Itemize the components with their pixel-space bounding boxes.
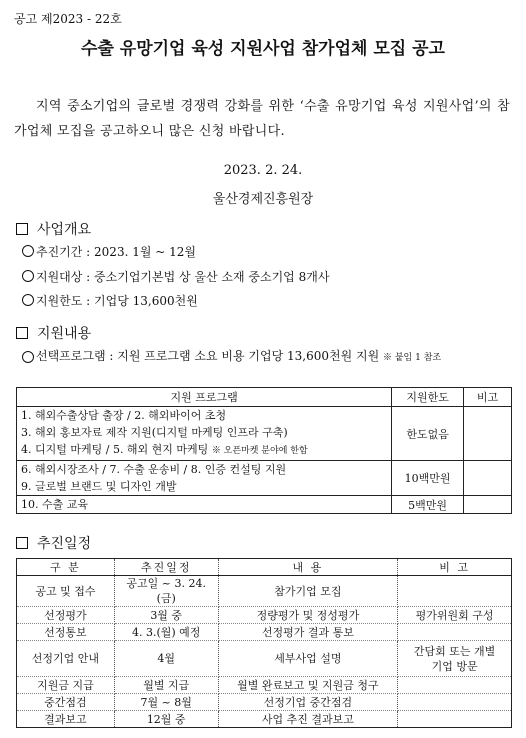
support-item-note: ※ 붙임 1 참조 (383, 353, 442, 363)
square-bullet-icon (16, 327, 28, 339)
overview-item (22, 292, 198, 309)
overview-item (22, 268, 329, 285)
table-row (17, 624, 512, 641)
table-cell: 선정기업 안내 (17, 641, 115, 677)
table-cell: 공고 및 접수 (17, 576, 115, 607)
table-header-cell: 구 분 (17, 559, 115, 576)
table-header-row (17, 388, 512, 407)
table-cell: 지원금 지급 (17, 677, 115, 694)
note-cell (464, 461, 512, 496)
table-cell: 선정평가 결과 통보 (218, 624, 398, 641)
limit-cell: 10백만원 (392, 461, 464, 496)
square-bullet-icon (16, 223, 28, 235)
program-line: 3. 해외 홍보자료 제작 지원(디지털 마케팅 인프라 구축) (21, 426, 288, 439)
program-line: 4. 디지털 마케팅 / 5. 해외 현지 마케팅 ※ 오픈마켓 분야에 한함 (21, 443, 308, 456)
note-cell (464, 407, 512, 461)
table-cell: 선정기업 중간점검 (218, 694, 398, 711)
table-cell (398, 576, 512, 607)
table-row (17, 711, 512, 728)
page-title: 수출 유망기업 육성 지원사업 참가업체 모집 공고 (81, 39, 445, 59)
limit-cell: 한도없음 (392, 407, 464, 461)
program-note: ※ 오픈마켓 분야에 한함 (211, 446, 308, 456)
table-cell: 선정통보 (17, 624, 115, 641)
table-cell: 4월 (114, 641, 218, 677)
table-cell: 결과보고 (17, 711, 115, 728)
table-header-cell: 지원 프로그램 (17, 388, 392, 407)
table-cell: 선정평가 (17, 607, 115, 624)
table-row (17, 641, 512, 677)
table-cell (398, 694, 512, 711)
table-cell: 3월 중 (114, 607, 218, 624)
table-cell: 간담회 또는 개별기업 방문 (398, 641, 512, 677)
table-header-cell: 추진일정 (114, 559, 218, 576)
program-line: 1. 해외수출상담 출장 / 2. 해외바이어 초청 (21, 409, 227, 422)
program-line: 9. 글로벌 브랜드 및 디자인 개발 (21, 480, 177, 493)
table-header-cell: 지원한도 (392, 388, 464, 407)
square-bullet-icon (16, 537, 28, 549)
table-cell (398, 677, 512, 694)
overview-item-text: 추진기간 : 2023. 1월 ~ 12월 (36, 245, 196, 259)
section-schedule-heading (16, 533, 91, 553)
table-header-cell: 비고 (464, 388, 512, 407)
overview-item (22, 243, 196, 260)
table-cell: 정량평가 및 정성평가 (218, 607, 398, 624)
table-row (17, 496, 512, 514)
program-cell (17, 407, 392, 461)
circle-bullet-icon (22, 294, 34, 306)
table-cell (398, 624, 512, 641)
intro-paragraph: 지역 중소기업의 글로벌 경쟁력 강화를 위한 ‘수출 유망기업 육성 지원사업’의 참가업체 모집을 공고하오니 많은 신청 바랍니다. (14, 99, 510, 139)
table-cell (398, 711, 512, 728)
table-cell: 참가기업 모집 (218, 576, 398, 607)
table-header-row (17, 559, 512, 576)
table-cell: 7월 ~ 8월 (114, 694, 218, 711)
table-row (17, 694, 512, 711)
notice-number: 공고 제2023 - 22호 (14, 12, 122, 26)
support-item (22, 347, 510, 368)
table-cell: 월별 지급 (114, 677, 218, 694)
table-cell: 월별 완료보고 및 지원금 청구 (218, 677, 398, 694)
table-cell: 사업 추진 결과보고 (218, 711, 398, 728)
section-title: 사업개요 (37, 222, 92, 238)
section-title: 추진일정 (37, 536, 92, 552)
section-overview-heading (16, 219, 91, 239)
support-program-table (16, 387, 512, 514)
program-line: 6. 해외시장조사 / 7. 수출 운송비 / 8. 인증 컨설팅 지원 (21, 463, 287, 476)
circle-bullet-icon (22, 245, 34, 257)
table-row (17, 677, 512, 694)
limit-cell: 5백만원 (392, 496, 464, 514)
table-cell: 중간점검 (17, 694, 115, 711)
program-cell (17, 496, 392, 514)
table-header-cell: 비 고 (398, 559, 512, 576)
program-cell (17, 461, 392, 496)
support-item-text: 선택프로그램 : 지원 프로그램 소요 비용 기업당 13,600천원 지원 ※ 붙임 1 참조 (36, 349, 442, 363)
program-line: 10. 수출 교육 (21, 498, 88, 511)
table-row (17, 407, 512, 461)
overview-item-text: 지원한도 : 기업당 13,600천원 (36, 294, 198, 308)
table-row (17, 576, 512, 607)
overview-item-text: 지원대상 : 중소기업기본법 상 울산 소재 중소기업 8개사 (36, 270, 330, 284)
schedule-table (16, 558, 512, 728)
table-cell: 12월 중 (114, 711, 218, 728)
table-cell: 세부사업 설명 (218, 641, 398, 677)
table-cell: 4. 3.(월) 예정 (114, 624, 218, 641)
section-support-heading (16, 323, 91, 343)
table-cell: 공고일 ~ 3. 24.(금) (114, 576, 218, 607)
section-title: 지원내용 (37, 326, 92, 342)
circle-bullet-icon (22, 270, 34, 282)
table-header-cell: 내 용 (218, 559, 398, 576)
announcement-date: 2023. 2. 24. (223, 163, 303, 178)
note-cell (464, 496, 512, 514)
table-cell: 평가위원회 구성 (398, 607, 512, 624)
issuing-organization: 울산경제진흥원장 (212, 192, 314, 207)
table-row (17, 607, 512, 624)
table-row (17, 461, 512, 496)
circle-bullet-icon (22, 351, 34, 363)
